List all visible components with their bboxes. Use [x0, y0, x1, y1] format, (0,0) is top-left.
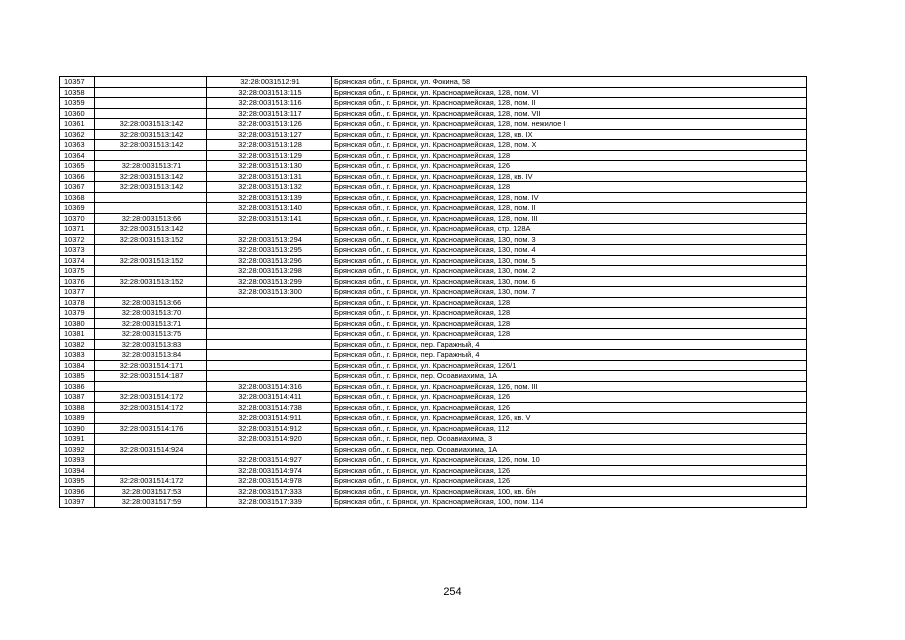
cell-parent-cadastral-number: 32:28:0031514:924 — [95, 444, 207, 455]
cell-cadastral-number: 32:28:0031514:411 — [207, 392, 332, 403]
table-row — [60, 297, 807, 308]
cell-row-number: 10370 — [60, 213, 95, 224]
cell-cadastral-number: 32:28:0031513:129 — [207, 150, 332, 161]
cell-row-number: 10388 — [60, 402, 95, 413]
cell-row-number: 10382 — [60, 339, 95, 350]
table-row — [60, 465, 807, 476]
table-row — [60, 413, 807, 424]
cell-cadastral-number: 32:28:0031517:333 — [207, 486, 332, 497]
table-row — [60, 203, 807, 214]
cell-parent-cadastral-number: 32:28:0031514:176 — [95, 423, 207, 434]
cell-cadastral-number: 32:28:0031513:115 — [207, 87, 332, 98]
cell-cadastral-number — [207, 318, 332, 329]
cell-parent-cadastral-number — [95, 203, 207, 214]
cell-address: Брянская обл., г. Брянск, ул. Красноармейская, 126 — [332, 392, 807, 403]
cell-row-number: 10364 — [60, 150, 95, 161]
cell-address: Брянская обл., г. Брянск, ул. Красноармейская, 130, пом. 7 — [332, 287, 807, 298]
cell-row-number: 10390 — [60, 423, 95, 434]
cell-cadastral-number — [207, 329, 332, 340]
cell-parent-cadastral-number: 32:28:0031513:75 — [95, 329, 207, 340]
cell-cadastral-number: 32:28:0031513:141 — [207, 213, 332, 224]
cell-parent-cadastral-number — [95, 266, 207, 277]
cell-parent-cadastral-number — [95, 77, 207, 88]
cell-address: Брянская обл., г. Брянск, пер. Гаражный, 4 — [332, 350, 807, 361]
cell-parent-cadastral-number: 32:28:0031513:152 — [95, 276, 207, 287]
cell-row-number: 10396 — [60, 486, 95, 497]
table-row — [60, 140, 807, 151]
cell-address: Брянская обл., г. Брянск, ул. Красноармейская, 128 — [332, 308, 807, 319]
cell-parent-cadastral-number: 32:28:0031513:142 — [95, 224, 207, 235]
table-row — [60, 381, 807, 392]
cell-parent-cadastral-number — [95, 87, 207, 98]
cell-cadastral-number: 32:28:0031517:339 — [207, 497, 332, 508]
cell-parent-cadastral-number: 32:28:0031513:142 — [95, 129, 207, 140]
cell-address: Брянская обл., г. Брянск, ул. Красноармейская, 126 — [332, 161, 807, 172]
table-row — [60, 308, 807, 319]
table-row — [60, 77, 807, 88]
cell-address: Брянская обл., г. Брянск, ул. Красноармейская, 128, пом. IV — [332, 192, 807, 203]
cell-row-number: 10380 — [60, 318, 95, 329]
cell-cadastral-number: 32:28:0031513:296 — [207, 255, 332, 266]
cell-address: Брянская обл., г. Брянск, ул. Фокина, 58 — [332, 77, 807, 88]
cell-cadastral-number: 32:28:0031513:295 — [207, 245, 332, 256]
table-row — [60, 213, 807, 224]
table-row — [60, 255, 807, 266]
cell-parent-cadastral-number — [95, 434, 207, 445]
cell-cadastral-number — [207, 308, 332, 319]
table-row — [60, 266, 807, 277]
table-row — [60, 497, 807, 508]
cell-cadastral-number — [207, 297, 332, 308]
cell-cadastral-number: 32:28:0031513:140 — [207, 203, 332, 214]
cell-cadastral-number: 32:28:0031513:139 — [207, 192, 332, 203]
cell-row-number: 10378 — [60, 297, 95, 308]
cell-row-number: 10383 — [60, 350, 95, 361]
cell-address: Брянская обл., г. Брянск, ул. Красноармейская, 126, пом. 10 — [332, 455, 807, 466]
cell-parent-cadastral-number: 32:28:0031517:59 — [95, 497, 207, 508]
cell-row-number: 10365 — [60, 161, 95, 172]
cell-cadastral-number: 32:28:0031514:927 — [207, 455, 332, 466]
cell-cadastral-number: 32:28:0031513:132 — [207, 182, 332, 193]
table-row — [60, 455, 807, 466]
table-row — [60, 476, 807, 487]
cell-parent-cadastral-number: 32:28:0031513:152 — [95, 234, 207, 245]
cell-row-number: 10359 — [60, 98, 95, 109]
cell-cadastral-number: 32:28:0031513:128 — [207, 140, 332, 151]
cell-parent-cadastral-number: 32:28:0031513:66 — [95, 297, 207, 308]
table-row — [60, 392, 807, 403]
cell-row-number: 10395 — [60, 476, 95, 487]
cell-row-number: 10377 — [60, 287, 95, 298]
cell-row-number: 10392 — [60, 444, 95, 455]
cell-row-number: 10375 — [60, 266, 95, 277]
cell-address: Брянская обл., г. Брянск, ул. Красноармейская, 130, пом. 2 — [332, 266, 807, 277]
table-row — [60, 129, 807, 140]
cell-row-number: 10393 — [60, 455, 95, 466]
cell-row-number: 10387 — [60, 392, 95, 403]
cell-address: Брянская обл., г. Брянск, ул. Красноармейская, 128 — [332, 318, 807, 329]
table-row — [60, 486, 807, 497]
cell-row-number: 10358 — [60, 87, 95, 98]
cell-parent-cadastral-number — [95, 150, 207, 161]
cell-address: Брянская обл., г. Брянск, ул. Красноармейская, 128, пом. X — [332, 140, 807, 151]
cell-cadastral-number: 32:28:0031514:911 — [207, 413, 332, 424]
table-row — [60, 87, 807, 98]
table-row — [60, 192, 807, 203]
table-row — [60, 339, 807, 350]
cell-parent-cadastral-number — [95, 381, 207, 392]
cell-cadastral-number — [207, 224, 332, 235]
cell-row-number: 10386 — [60, 381, 95, 392]
cell-address: Брянская обл., г. Брянск, ул. Красноармейская, 128, пом. VI — [332, 87, 807, 98]
cell-parent-cadastral-number: 32:28:0031513:70 — [95, 308, 207, 319]
cell-parent-cadastral-number — [95, 108, 207, 119]
cell-address: Брянская обл., г. Брянск, ул. Красноармейская, 112 — [332, 423, 807, 434]
table-row — [60, 329, 807, 340]
cell-cadastral-number: 32:28:0031513:116 — [207, 98, 332, 109]
cell-cadastral-number — [207, 444, 332, 455]
cell-address: Брянская обл., г. Брянск, ул. Красноармейская, 130, пом. 6 — [332, 276, 807, 287]
cell-cadastral-number: 32:28:0031514:920 — [207, 434, 332, 445]
cell-row-number: 10367 — [60, 182, 95, 193]
records-table — [59, 76, 807, 508]
cell-parent-cadastral-number — [95, 192, 207, 203]
cell-address: Брянская обл., г. Брянск, ул. Красноармейская, 128, пом. нежилое I — [332, 119, 807, 130]
cell-address: Брянская обл., г. Брянск, ул. Красноармейская, 100, пом. 114 — [332, 497, 807, 508]
cell-row-number: 10389 — [60, 413, 95, 424]
table-row — [60, 119, 807, 130]
cell-cadastral-number: 32:28:0031514:912 — [207, 423, 332, 434]
cell-cadastral-number — [207, 360, 332, 371]
cell-parent-cadastral-number: 32:28:0031513:142 — [95, 182, 207, 193]
cell-parent-cadastral-number: 32:28:0031513:71 — [95, 161, 207, 172]
cell-cadastral-number: 32:28:0031513:299 — [207, 276, 332, 287]
cell-parent-cadastral-number: 32:28:0031513:152 — [95, 255, 207, 266]
table-row — [60, 444, 807, 455]
cell-row-number: 10368 — [60, 192, 95, 203]
cell-row-number: 10360 — [60, 108, 95, 119]
cell-address: Брянская обл., г. Брянск, ул. Красноармейская, 128, кв. IV — [332, 171, 807, 182]
cell-row-number: 10391 — [60, 434, 95, 445]
cell-address: Брянская обл., г. Брянск, ул. Красноармейская, 128, пом. II — [332, 98, 807, 109]
cell-cadastral-number: 32:28:0031513:127 — [207, 129, 332, 140]
table-row — [60, 108, 807, 119]
cell-parent-cadastral-number: 32:28:0031514:172 — [95, 402, 207, 413]
cell-address: Брянская обл., г. Брянск, ул. Красноармейская, 128 — [332, 150, 807, 161]
table-row — [60, 98, 807, 109]
cell-cadastral-number — [207, 350, 332, 361]
cell-row-number: 10397 — [60, 497, 95, 508]
cell-row-number: 10373 — [60, 245, 95, 256]
cell-address: Брянская обл., г. Брянск, ул. Красноармейская, 130, пом. 4 — [332, 245, 807, 256]
cell-parent-cadastral-number: 32:28:0031517:53 — [95, 486, 207, 497]
cell-address: Брянская обл., г. Брянск, ул. Красноармейская, 128 — [332, 297, 807, 308]
cell-address: Брянская обл., г. Брянск, ул. Красноармейская, 128, пом. II — [332, 203, 807, 214]
cell-address: Брянская обл., г. Брянск, ул. Красноармейская, 128, пом. III — [332, 213, 807, 224]
cell-parent-cadastral-number — [95, 413, 207, 424]
cell-address: Брянская обл., г. Брянск, пер. Гаражный, 4 — [332, 339, 807, 350]
cell-row-number: 10369 — [60, 203, 95, 214]
cell-row-number: 10362 — [60, 129, 95, 140]
cell-address: Брянская обл., г. Брянск, ул. Красноармейская, 100, кв. б/н — [332, 486, 807, 497]
cell-parent-cadastral-number: 32:28:0031513:66 — [95, 213, 207, 224]
cell-row-number: 10394 — [60, 465, 95, 476]
table-row — [60, 371, 807, 382]
cell-address: Брянская обл., г. Брянск, пер. Осоавиахима, 1А — [332, 371, 807, 382]
cell-cadastral-number: 32:28:0031513:131 — [207, 171, 332, 182]
cell-address: Брянская обл., г. Брянск, ул. Красноармейская, 126 — [332, 476, 807, 487]
cell-cadastral-number: 32:28:0031514:316 — [207, 381, 332, 392]
cell-cadastral-number: 32:28:0031513:294 — [207, 234, 332, 245]
cell-row-number: 10384 — [60, 360, 95, 371]
cell-parent-cadastral-number: 32:28:0031513:142 — [95, 171, 207, 182]
cell-parent-cadastral-number: 32:28:0031513:71 — [95, 318, 207, 329]
table-row — [60, 287, 807, 298]
cell-parent-cadastral-number: 32:28:0031513:84 — [95, 350, 207, 361]
cell-parent-cadastral-number: 32:28:0031514:171 — [95, 360, 207, 371]
cell-row-number: 10376 — [60, 276, 95, 287]
table-row — [60, 423, 807, 434]
cell-row-number: 10366 — [60, 171, 95, 182]
cell-parent-cadastral-number: 32:28:0031513:83 — [95, 339, 207, 350]
records-table-body — [60, 77, 807, 508]
cell-address: Брянская обл., г. Брянск, пер. Осоавиахима, 3 — [332, 434, 807, 445]
cell-cadastral-number: 32:28:0031514:978 — [207, 476, 332, 487]
cell-address: Брянская обл., г. Брянск, ул. Красноармейская, 128 — [332, 329, 807, 340]
page-number: 254 — [443, 586, 462, 598]
cell-cadastral-number: 32:28:0031514:974 — [207, 465, 332, 476]
cell-address: Брянская обл., г. Брянск, ул. Красноармейская, 128, пом. VII — [332, 108, 807, 119]
cell-address: Брянская обл., г. Брянск, пер. Осоавиахима, 1А — [332, 444, 807, 455]
cell-address: Брянская обл., г. Брянск, ул. Красноармейская, 126, кв. V — [332, 413, 807, 424]
table-row — [60, 318, 807, 329]
cell-cadastral-number: 32:28:0031513:298 — [207, 266, 332, 277]
cell-address: Брянская обл., г. Брянск, ул. Красноармейская, 128 — [332, 182, 807, 193]
table-row — [60, 434, 807, 445]
cell-row-number: 10379 — [60, 308, 95, 319]
table-row — [60, 182, 807, 193]
cell-address: Брянская обл., г. Брянск, ул. Красноармейская, 126, пом. III — [332, 381, 807, 392]
cell-row-number: 10371 — [60, 224, 95, 235]
table-row — [60, 234, 807, 245]
cell-parent-cadastral-number: 32:28:0031514:187 — [95, 371, 207, 382]
cell-parent-cadastral-number — [95, 98, 207, 109]
cell-parent-cadastral-number: 32:28:0031513:142 — [95, 140, 207, 151]
cell-row-number: 10361 — [60, 119, 95, 130]
cell-row-number: 10363 — [60, 140, 95, 151]
cell-cadastral-number: 32:28:0031513:300 — [207, 287, 332, 298]
cell-cadastral-number — [207, 371, 332, 382]
cell-row-number: 10372 — [60, 234, 95, 245]
table-row — [60, 161, 807, 172]
cell-address: Брянская обл., г. Брянск, ул. Красноармейская, 126 — [332, 402, 807, 413]
cell-cadastral-number: 32:28:0031513:117 — [207, 108, 332, 119]
cell-row-number: 10385 — [60, 371, 95, 382]
table-row — [60, 360, 807, 371]
cell-parent-cadastral-number — [95, 455, 207, 466]
cell-address: Брянская обл., г. Брянск, ул. Красноармейская, стр. 128А — [332, 224, 807, 235]
table-row — [60, 224, 807, 235]
cell-row-number: 10381 — [60, 329, 95, 340]
cell-address: Брянская обл., г. Брянск, ул. Красноармейская, 128, кв. IX — [332, 129, 807, 140]
cell-address: Брянская обл., г. Брянск, ул. Красноармейская, 130, пом. 3 — [332, 234, 807, 245]
cell-parent-cadastral-number — [95, 465, 207, 476]
cell-address: Брянская обл., г. Брянск, ул. Красноармейская, 126/1 — [332, 360, 807, 371]
table-row — [60, 276, 807, 287]
cell-parent-cadastral-number: 32:28:0031513:142 — [95, 119, 207, 130]
cell-row-number: 10357 — [60, 77, 95, 88]
cell-parent-cadastral-number — [95, 287, 207, 298]
table-row — [60, 245, 807, 256]
cell-cadastral-number: 32:28:0031512:91 — [207, 77, 332, 88]
table-row — [60, 171, 807, 182]
table-row — [60, 350, 807, 361]
cell-parent-cadastral-number: 32:28:0031514:172 — [95, 392, 207, 403]
cell-cadastral-number: 32:28:0031513:130 — [207, 161, 332, 172]
table-row — [60, 402, 807, 413]
cell-cadastral-number: 32:28:0031513:126 — [207, 119, 332, 130]
cell-cadastral-number: 32:28:0031514:738 — [207, 402, 332, 413]
cell-address: Брянская обл., г. Брянск, ул. Красноармейская, 130, пом. 5 — [332, 255, 807, 266]
cell-row-number: 10374 — [60, 255, 95, 266]
cell-cadastral-number — [207, 339, 332, 350]
cell-address: Брянская обл., г. Брянск, ул. Красноармейская, 126 — [332, 465, 807, 476]
cell-parent-cadastral-number: 32:28:0031514:172 — [95, 476, 207, 487]
cell-parent-cadastral-number — [95, 245, 207, 256]
table-row — [60, 150, 807, 161]
